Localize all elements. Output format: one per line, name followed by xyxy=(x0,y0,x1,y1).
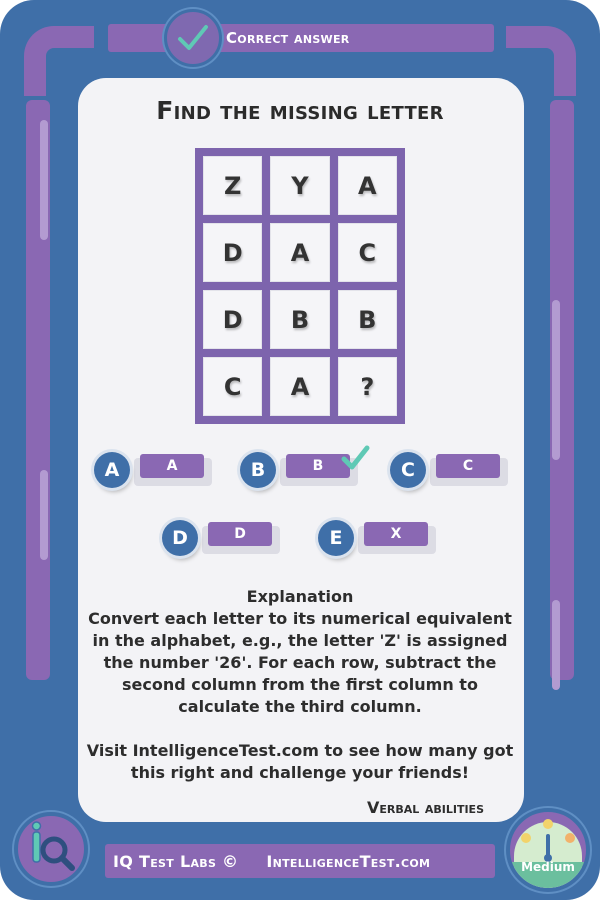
option-key: B xyxy=(240,452,276,488)
option-key: C xyxy=(390,452,426,488)
grid-cell: Y xyxy=(270,156,329,215)
status-label: Correct answer xyxy=(226,29,350,47)
grid-cell: C xyxy=(203,357,262,416)
option-value: A xyxy=(140,454,204,478)
corner-decoration xyxy=(24,26,94,96)
stripe-decoration xyxy=(552,300,560,460)
option-a[interactable] xyxy=(94,452,224,492)
grid-cell: C xyxy=(338,223,397,282)
explanation-title: Explanation xyxy=(246,587,354,606)
visit-text: Visit IntelligenceTest.com to see how many got this right and challenge your friends! xyxy=(86,741,514,782)
difficulty-gauge-icon xyxy=(510,812,586,888)
grid-cell: ? xyxy=(338,357,397,416)
grid-cell: A xyxy=(338,156,397,215)
footer-bar xyxy=(105,844,495,878)
question-title: Find the missing letter xyxy=(156,96,444,125)
grid-cell: D xyxy=(203,223,262,282)
grid-cell: A xyxy=(270,223,329,282)
option-key: D xyxy=(162,520,198,556)
option-c[interactable] xyxy=(390,452,520,492)
option-e[interactable] xyxy=(318,520,448,560)
corner-decoration xyxy=(506,26,576,96)
brand-label: IQ Test Labs © xyxy=(113,851,239,871)
correct-check-icon xyxy=(340,444,370,472)
stripe-decoration xyxy=(40,120,48,240)
checkmark-icon xyxy=(164,9,222,67)
iq-logo-icon xyxy=(14,812,88,886)
difficulty-label: Medium xyxy=(521,860,575,874)
grid-cell: Z xyxy=(203,156,262,215)
grid-cell: B xyxy=(270,290,329,349)
option-value: C xyxy=(436,454,500,478)
grid-cell: A xyxy=(270,357,329,416)
explanation-body: Convert each letter to its numerical equivalent in the alphabet, e.g., the letter 'Z' is assigned the number '26'. For each row, subtract the second column from the first column to calculate the third column. xyxy=(88,609,512,716)
letter-grid xyxy=(195,148,405,424)
option-key: E xyxy=(318,520,354,556)
difficulty-badge xyxy=(506,808,590,892)
option-value: X xyxy=(364,522,428,546)
grid-cell: B xyxy=(338,290,397,349)
grid-cell: D xyxy=(203,290,262,349)
option-d[interactable] xyxy=(162,520,292,560)
category-label: Verbal abilities xyxy=(367,798,484,817)
site-link[interactable]: IntelligenceTest.com xyxy=(266,851,431,871)
option-key: A xyxy=(94,452,130,488)
option-value: B xyxy=(286,454,350,478)
explanation xyxy=(80,586,520,784)
option-value: D xyxy=(208,522,272,546)
stripe-decoration xyxy=(40,470,48,560)
option-b[interactable] xyxy=(240,452,370,492)
stripe-decoration xyxy=(552,600,560,690)
